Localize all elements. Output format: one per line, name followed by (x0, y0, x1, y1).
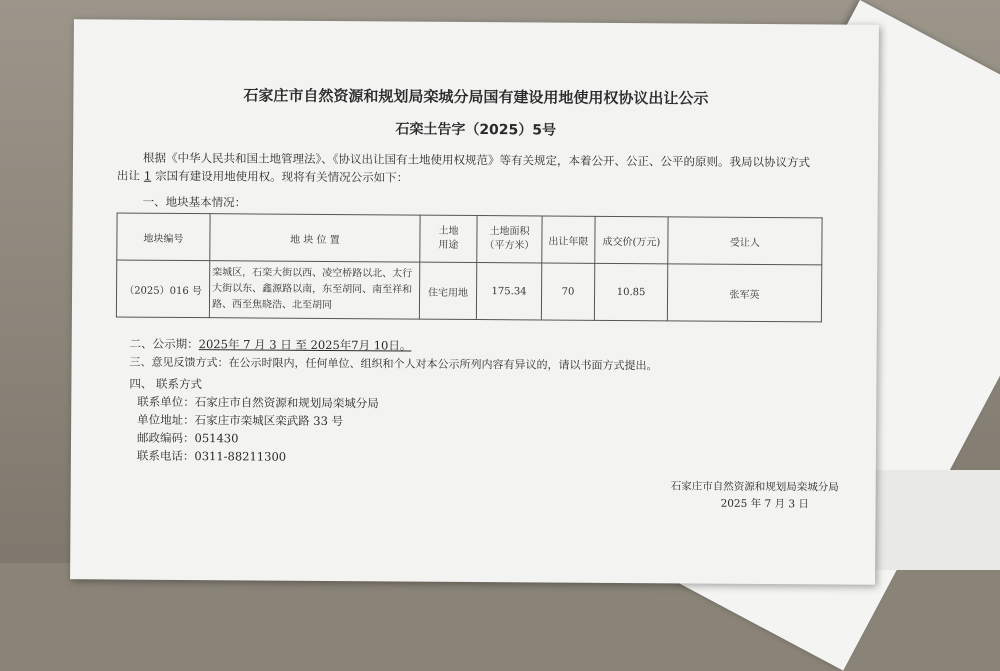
cell-price: 10.85 (594, 263, 667, 321)
header-location: 地 块 位 置 (210, 214, 420, 262)
cell-parcel-no: （2025）016 号 (116, 260, 209, 318)
header-area-line1: 土地面积 (489, 226, 530, 238)
section-3: 三、意见反馈方式：在公示时限内，任何单位、组织和个人对本公示所列内容有异议的，请以书面方式提出。 (129, 355, 658, 373)
cell-assignee: 张军英 (667, 264, 821, 322)
contact-phone: 联系电话：0311-88211300 (136, 448, 287, 464)
intro-line-2 (117, 168, 408, 186)
header-use-line1: 土地 (438, 225, 459, 237)
contact-postcode: 邮政编码：051430 (136, 430, 239, 446)
cell-area: 175.34 (476, 263, 541, 320)
section-1-heading: 一、地块基本情况： (142, 194, 247, 210)
document-number: 石栾土告字（2025）5号 (395, 121, 557, 139)
section-2 (130, 336, 412, 354)
signature-date: 2025 年 7 月 3 日 (720, 497, 809, 511)
section-4-heading: 四、 联系方式 (129, 376, 203, 392)
intro-prefix: 出让 (116, 168, 140, 183)
table-row (116, 260, 821, 322)
header-area-line2: （平方米） (484, 240, 535, 252)
table-header-row (117, 213, 822, 265)
header-use-line2: 用途 (438, 239, 459, 251)
background-paper-corner (870, 470, 1000, 570)
contact-unit: 联系单位：石家庄市自然资源和规划局栾城分局 (137, 394, 379, 411)
notice-document (70, 19, 879, 585)
document-title: 石家庄市自然资源和规划局栾城分局国有建设用地使用权协议出让公示 (243, 86, 709, 108)
intro-line-1: 根据《中华人民共和国土地管理法》、《协议出让国有土地使用权规范》等有关规定，本着公开、公正、公平的原则。我局以协议方式 (142, 150, 811, 170)
cell-years: 70 (541, 263, 594, 320)
publicity-period: 2025年 7 月 3 日 至 2025年7月 10日。 (198, 337, 412, 353)
header-price: 成交价(万元) (595, 216, 668, 264)
signature-org: 石家庄市自然资源和规划局栾城分局 (670, 480, 839, 494)
header-years: 出让年限 (542, 216, 595, 263)
header-area (477, 216, 542, 263)
cell-use: 住宅用地 (419, 262, 476, 319)
header-use (420, 215, 477, 262)
cell-location: 栾城区，石栾大街以西、凌空桥路以北、太行大街以东、鑫源路以南，东至胡同、南至祥和路、西至焦晓浩、北至胡同 (209, 261, 419, 319)
contact-address: 单位地址：石家庄市栾城区栾武路 33 号 (137, 412, 344, 429)
parcel-table (116, 212, 823, 322)
intro-count: 1 (143, 168, 152, 183)
section-2-label: 二、公示期： (129, 336, 199, 352)
header-parcel-no: 地块编号 (117, 213, 210, 261)
intro-suffix: 宗国有建设用地使用权。现将有关情况公示如下： (155, 168, 409, 185)
header-assignee: 受让人 (668, 217, 822, 265)
